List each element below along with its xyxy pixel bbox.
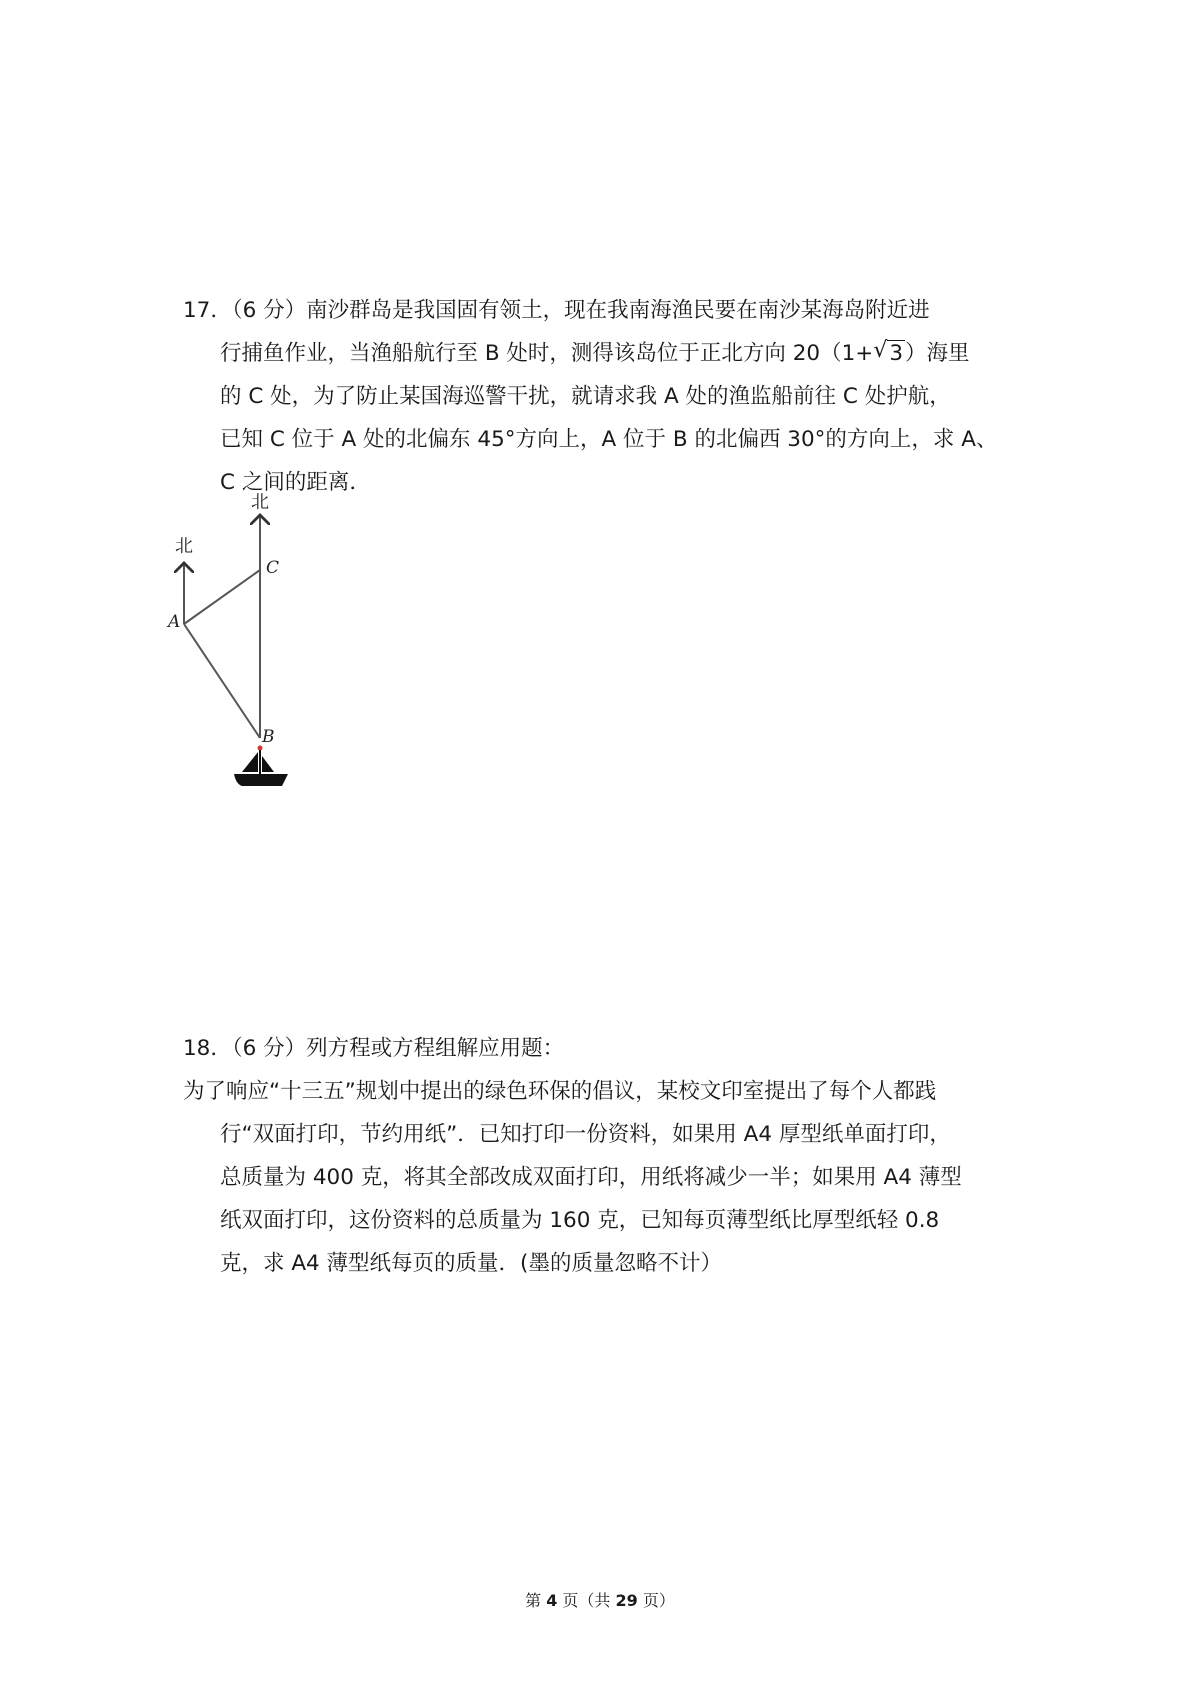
question-17-line-4: 已知 C 位于 A 处的北偏东 45°方向上，A 位于 B 的北偏西 30°的方向上，求 A、 (220, 427, 998, 452)
question-score: （6 分） (231, 1036, 307, 1061)
question-18-line-4: 纸双面打印，这份资料的总质量为 160 克，已知每页薄型纸比厚型纸轻 0.8 (220, 1208, 940, 1233)
question-number: 18． (183, 1036, 232, 1061)
sqrt-expression (873, 332, 905, 375)
question-18-head (183, 1027, 1043, 1070)
question-17-line-2 (183, 332, 1043, 375)
point-label-b: B (262, 727, 275, 747)
question-17-line-5: C 之间的距离． (220, 470, 371, 495)
point-label-c: C (266, 558, 280, 578)
boat-icon (234, 746, 288, 787)
footer-text: 第 (525, 1591, 547, 1610)
question-18-line-3: 总质量为 400 克，将其全部改成双面打印，用纸将减少一半；如果用 A4 薄型 (220, 1165, 962, 1190)
segment-ab (184, 624, 260, 738)
question-text: 南沙群岛是我国固有领土，现在我南海渔民要在南沙某海岛附近进 (306, 298, 930, 323)
question-text: 列方程或方程组解应用题： (306, 1036, 565, 1061)
footer-text: 页（共 (557, 1591, 616, 1610)
page-total: 29 (615, 1591, 638, 1610)
question-number: 17． (183, 298, 232, 323)
question-score: （6 分） (231, 298, 307, 323)
question-text: 行捕鱼作业，当渔船航行至 B 处时，测得该岛位于正北方向 20（1+ (220, 341, 874, 366)
point-label-a: A (168, 612, 181, 632)
north-label-a: 北 (175, 536, 193, 557)
question-18-line-2: 行“双面打印，节约用纸”．已知打印一份资料，如果用 A4 厚型纸单面打印， (220, 1122, 951, 1147)
sqrt-radicand: 3 (889, 341, 903, 366)
question-text: ）海里 (905, 341, 970, 366)
page-footer (0, 1588, 1200, 1611)
question-18-line-5: 克，求 A4 薄型纸每页的质量．(墨的质量忽略不计） (220, 1251, 722, 1276)
page-number: 4 (546, 1591, 558, 1610)
question-18-line-1: 为了响应“十三五”规划中提出的绿色环保的倡议，某校文印室提出了每个人都践 (183, 1079, 937, 1104)
radical-sign-icon: √ (873, 338, 888, 363)
question-18 (183, 1027, 1043, 1285)
question-17 (183, 289, 1043, 504)
footer-text: 页） (637, 1591, 675, 1610)
question-17-line-3: 的 C 处，为了防止某国海巡警干扰，就请求我 A 处的渔监船前往 C 处护航， (220, 384, 951, 409)
north-label-b: 北 (251, 492, 269, 513)
question-17-line-1 (183, 289, 1043, 332)
geometry-figure (168, 492, 340, 860)
segment-ac (184, 570, 260, 624)
